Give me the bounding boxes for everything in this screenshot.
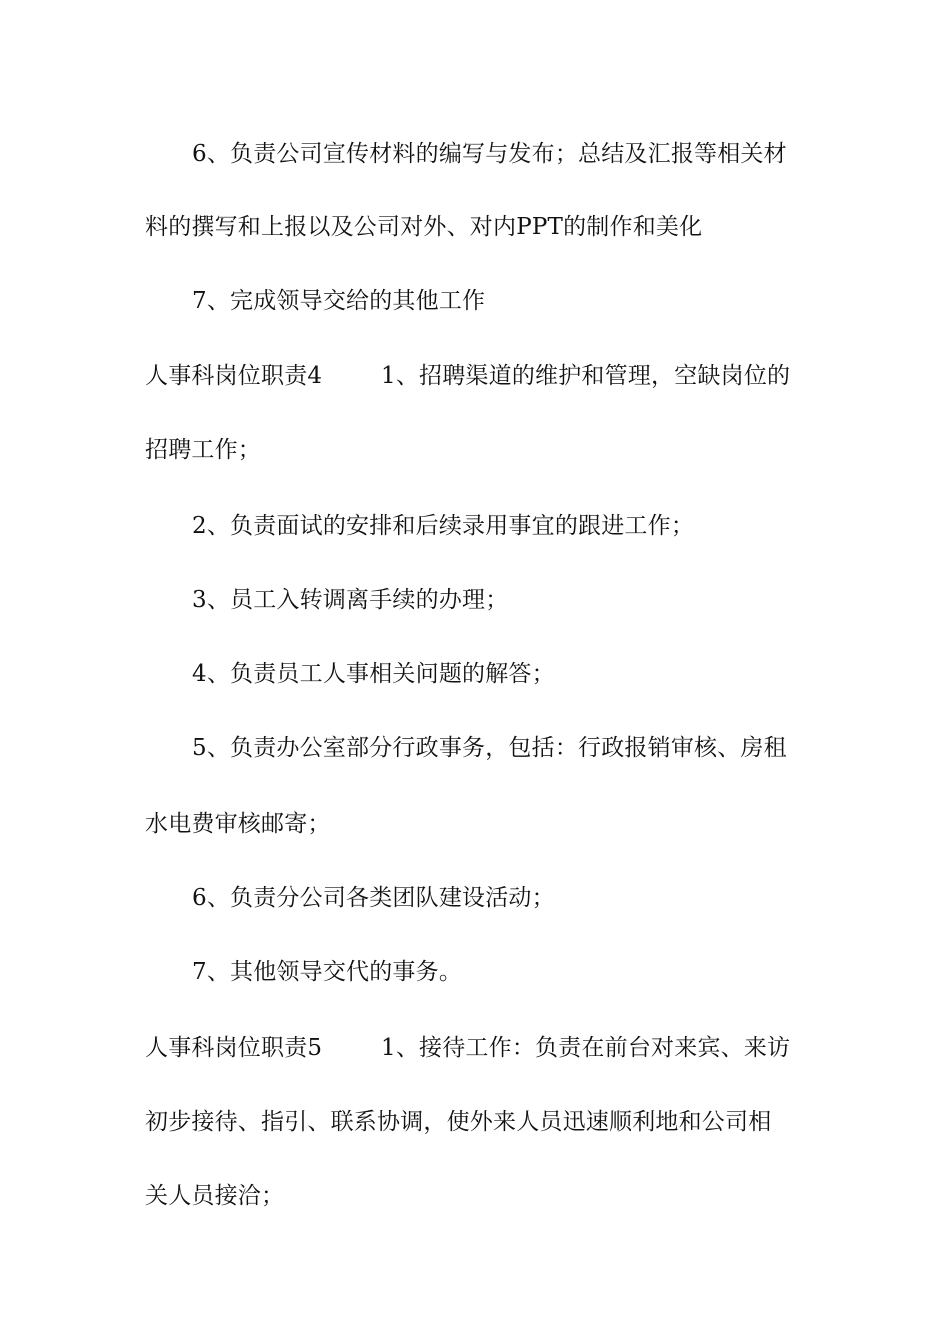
text-line: 6、负责分公司各类团队建设活动； [192, 885, 555, 911]
text-line: 7、其他领导交代的事务。 [192, 959, 463, 985]
text-line: 水电费审核邮寄； [145, 811, 331, 837]
text-line: 关人员接洽； [145, 1183, 285, 1209]
text-line: 3、员工入转调离手续的办理； [192, 587, 509, 613]
text-line: 料的撰写和上报以及公司对外、对内PPT的制作和美化 [145, 214, 703, 240]
text-line: 2、负责面试的安排和后续录用事宜的跟进工作； [192, 513, 695, 539]
text-line: 招聘工作； [145, 437, 261, 463]
text-line: 6、负责公司宣传材料的编写与发布；总结及汇报等相关材 [192, 141, 787, 167]
section-first-item: 1、接待工作：负责在前台对来宾、来访 [381, 1035, 791, 1061]
text-line: 初步接待、指引、联系协调，使外来人员迅速顺利地和公司相 [145, 1109, 772, 1135]
section-title: 人事科岗位职责4 [145, 363, 323, 389]
text-line: 4、负责员工人事相关问题的解答； [192, 661, 555, 687]
text-line: 7、完成领导交给的其他工作 [192, 288, 486, 314]
section-heading-line [145, 356, 815, 396]
section-title: 人事科岗位职责5 [145, 1035, 323, 1061]
section-heading-line [145, 1028, 815, 1068]
section-first-item: 1、招聘渠道的维护和管理，空缺岗位的 [381, 363, 791, 389]
text-line: 5、负责办公室部分行政事务，包括：行政报销审核、房租 [192, 735, 787, 761]
